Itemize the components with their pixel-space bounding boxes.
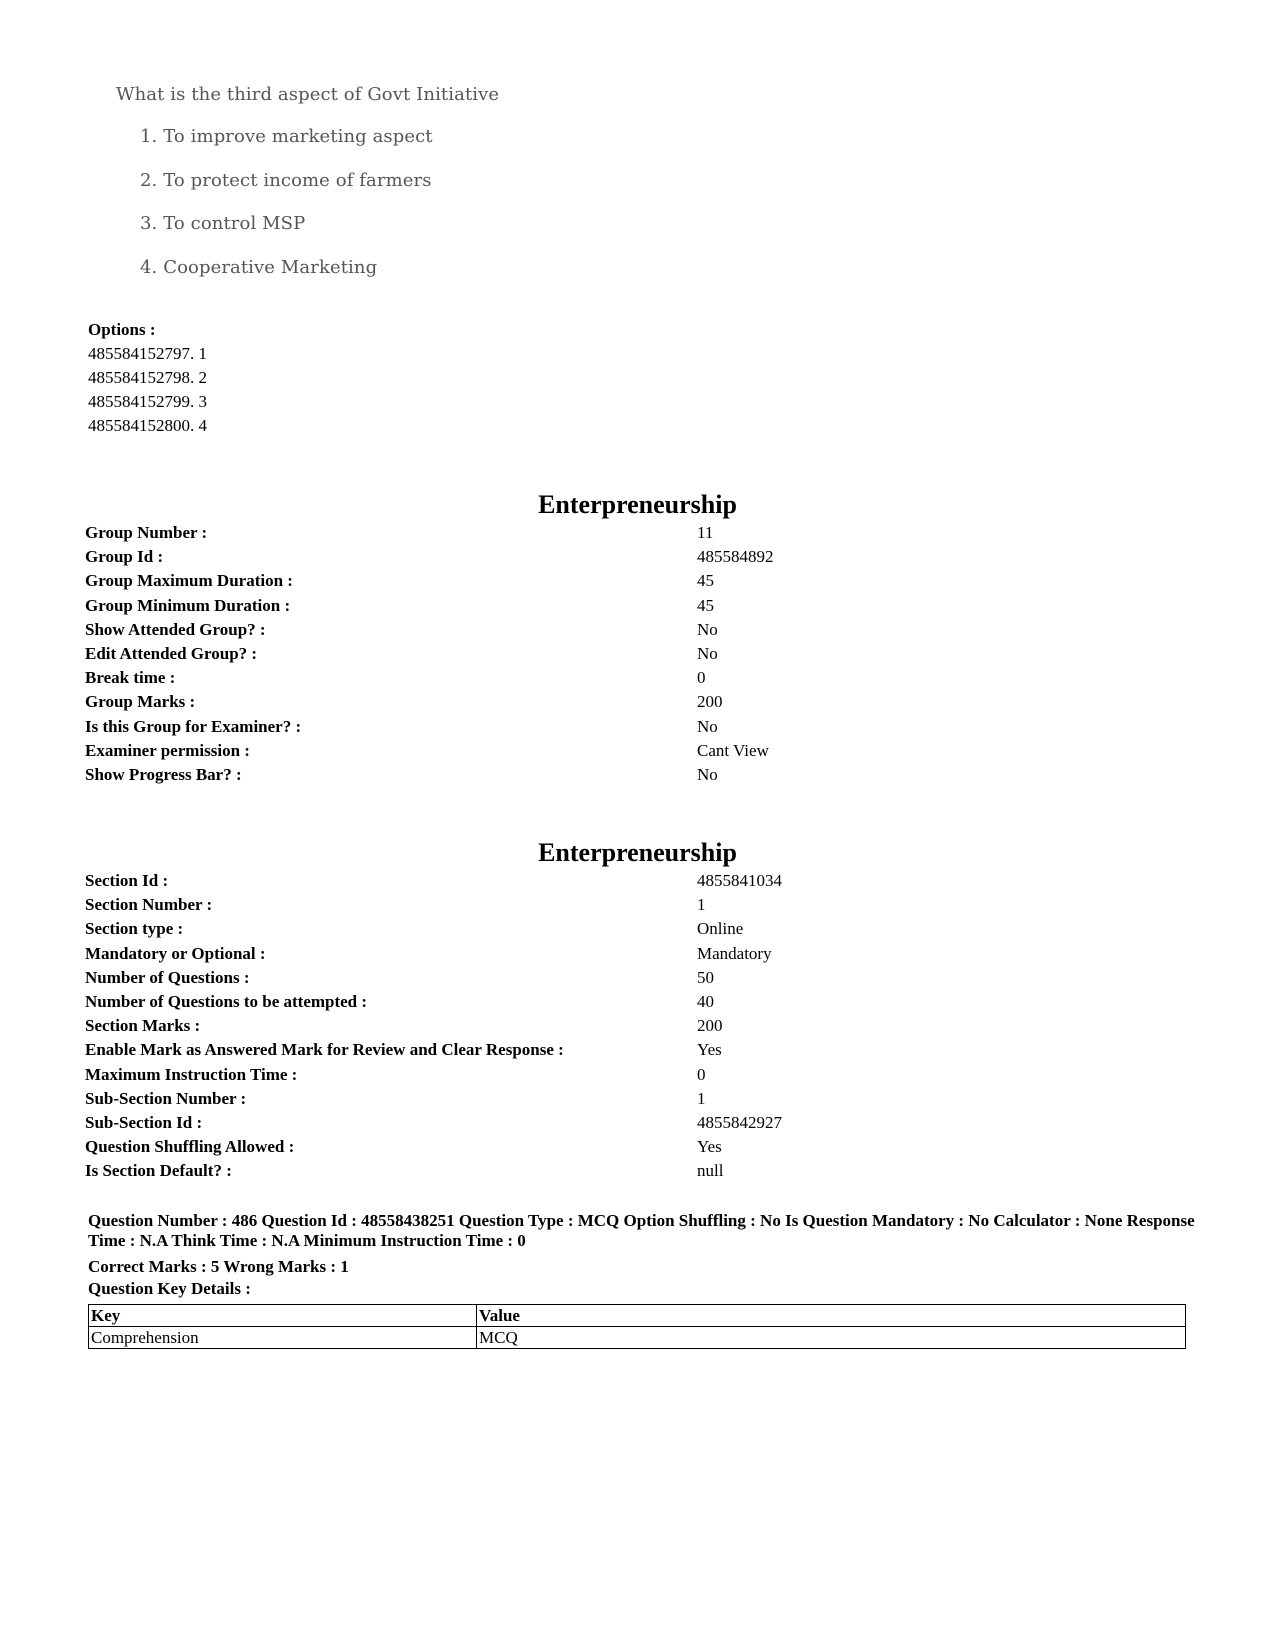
table-row xyxy=(89,1327,1186,1349)
detail-label: Group Marks : xyxy=(85,692,196,712)
detail-label: Sub-Section Number : xyxy=(85,1088,247,1108)
key-details-heading: Question Key Details : xyxy=(88,1279,251,1298)
detail-label: Is Section Default? : xyxy=(85,1161,232,1181)
detail-label: Examiner permission : xyxy=(85,740,250,760)
question-item: 2. To protect income of farmers xyxy=(140,170,432,191)
option-item: 485584152798. 2 xyxy=(88,368,207,387)
detail-label: Break time : xyxy=(85,668,176,688)
question-item: 1. To improve marketing aspect xyxy=(140,126,433,147)
detail-value: 200 xyxy=(697,1016,723,1036)
detail-label: Section type : xyxy=(85,919,184,939)
detail-value: 45 xyxy=(697,571,714,591)
detail-label: Group Number : xyxy=(85,523,208,542)
detail-label: Number of Questions : xyxy=(85,967,250,987)
question-key-table xyxy=(88,1304,1186,1349)
detail-value: 485584892 xyxy=(697,547,774,567)
detail-label: Enable Mark as Answered Mark for Review and Clear Response : xyxy=(85,1040,564,1060)
question-item: 3. To control MSP xyxy=(140,213,306,234)
detail-value: null xyxy=(697,1161,724,1181)
detail-value: Cant View xyxy=(697,740,769,760)
detail-label: Sub-Section Id : xyxy=(85,1112,203,1132)
table-cell: Comprehension xyxy=(89,1327,477,1349)
option-item: 485584152799. 3 xyxy=(88,392,207,411)
detail-value: No xyxy=(697,643,718,663)
detail-value: 40 xyxy=(697,991,714,1011)
detail-value: 4855841034 xyxy=(697,871,782,890)
table-header-cell: Key xyxy=(89,1305,477,1327)
table-header-row xyxy=(89,1305,1186,1327)
detail-value: 0 xyxy=(697,1064,706,1084)
table-header-cell: Value xyxy=(477,1305,1186,1327)
detail-label: Show Attended Group? : xyxy=(85,619,266,639)
question-text: What is the third aspect of Govt Initiative xyxy=(116,84,500,105)
detail-value: Yes xyxy=(697,1137,722,1157)
detail-label: Section Number : xyxy=(85,895,213,915)
question-item: 4. Cooperative Marketing xyxy=(140,257,378,278)
detail-value: No xyxy=(697,716,718,736)
detail-value: 50 xyxy=(697,967,714,987)
detail-value: Yes xyxy=(697,1040,722,1060)
question-image xyxy=(112,80,532,295)
group-title: Enterpreneurship xyxy=(538,490,737,519)
table-cell: MCQ xyxy=(477,1327,1186,1349)
detail-label: Group Id : xyxy=(85,547,164,567)
option-item: 485584152800. 4 xyxy=(88,416,207,435)
detail-label: Edit Attended Group? : xyxy=(85,643,258,663)
detail-value: 0 xyxy=(697,668,706,688)
question-meta-line: Question Number : 486 Question Id : 48558438251 Question Type : MCQ Option Shuffling : No Is Question Mandatory : No Calculator : None Response Time : N.A Think Time : N.A Minimum Instruction Time : 0 xyxy=(88,1211,1195,1250)
detail-label: Number of Questions to be attempted : xyxy=(85,991,368,1011)
marks-line: Correct Marks : 5 Wrong Marks : 1 xyxy=(88,1257,349,1276)
detail-label: Question Shuffling Allowed : xyxy=(85,1137,295,1157)
option-item: 485584152797. 1 xyxy=(88,344,207,363)
detail-label: Mandatory or Optional : xyxy=(85,943,266,963)
section-title: Enterpreneurship xyxy=(538,838,737,867)
detail-label: Section Marks : xyxy=(85,1016,201,1036)
detail-label: Is this Group for Examiner? : xyxy=(85,716,302,736)
detail-label: Group Minimum Duration : xyxy=(85,595,291,615)
detail-value: 1 xyxy=(697,895,706,915)
detail-value: 1 xyxy=(697,1088,706,1108)
options-block xyxy=(88,318,207,438)
detail-value: 200 xyxy=(697,692,723,712)
detail-value: No xyxy=(697,619,718,639)
options-heading: Options : xyxy=(88,320,156,339)
detail-label: Show Progress Bar? : xyxy=(85,764,242,784)
detail-label: Section Id : xyxy=(85,871,169,890)
detail-value: Mandatory xyxy=(697,943,772,963)
detail-label: Group Maximum Duration : xyxy=(85,571,293,591)
detail-label: Maximum Instruction Time : xyxy=(85,1064,298,1084)
detail-value: 45 xyxy=(697,595,714,615)
detail-value: No xyxy=(697,764,718,784)
detail-value: Online xyxy=(697,919,744,939)
detail-value: 4855842927 xyxy=(697,1112,782,1132)
detail-value: 11 xyxy=(697,523,714,542)
question-meta xyxy=(88,1211,1198,1299)
